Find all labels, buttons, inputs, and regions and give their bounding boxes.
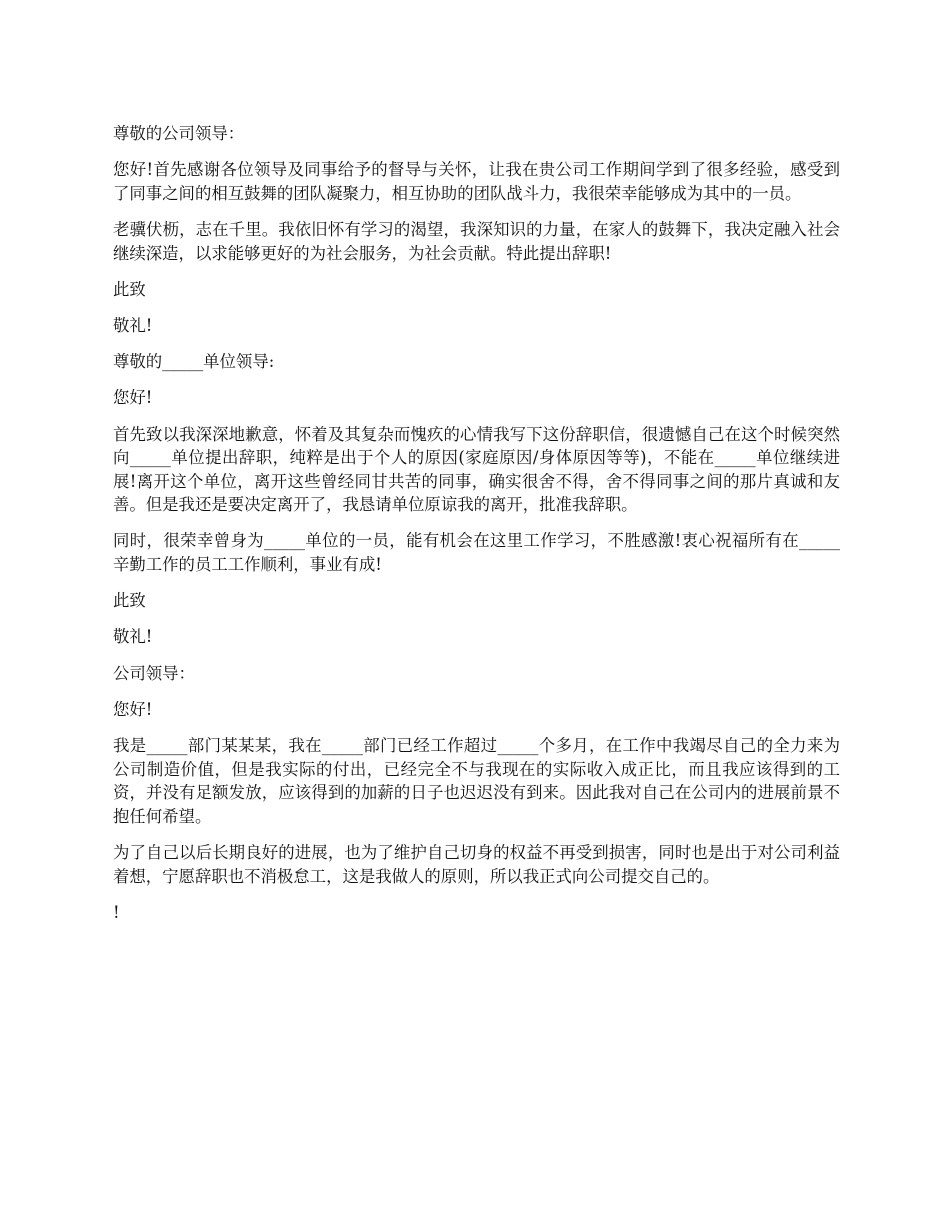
letter1-body-gratitude: 您好!首先感谢各位领导及同事给予的督导与关怀，让我在贵公司工作期间学到了很多经验，感受到了同事之间的相互鼓舞的团队凝聚力，相互协助的团队战斗力，我很荣幸能够成为其中的一员。: [113, 160, 840, 203]
letter2-body-thanks: 同时，很荣幸曾身为_____单位的一员，能有机会在这里工作学习，不胜感激!衷心祝福所有在_____辛勤工作的员工工作顺利，事业有成!: [113, 531, 840, 575]
letter3-body-decision: 为了自己以后长期良好的进展，也为了维护自己切身的权益不再受到损害，同时也是出于对公司利益着想，宁愿辞职也不消极怠工，这是我做人的原则，所以我正式向公司提交自己的。: [113, 842, 840, 886]
letter1-closing-jingli: 敬礼!: [113, 315, 153, 335]
letter2-body-apology: 首先致以我深深地歉意，怀着及其复杂而愧疚的心情我写下这份辞职信，很遗憾自己在这个时候突然向_____单位提出辞职，纯粹是出于个人的原因(家庭原因/身体原因等等)，不能在_____单位继续进展!离开这个单位，离开这些曾经同甘共苦的同事，确实很舍不得，舍不得同事之间的那片真诚和友善。但是我还是要决定离开了，我恳请单位原谅我的离开，批准我辞职。: [113, 424, 840, 515]
salutation-leader: 公司领导：: [113, 663, 195, 683]
letter3-greeting: 您好!: [113, 699, 153, 719]
letter2-closing-jingli: 敬礼!: [113, 627, 153, 647]
letter1-closing-cizhi: 此致: [113, 279, 146, 299]
letter2-greeting: 您好!: [113, 388, 153, 408]
salutation-unit-leader: 尊敬的_____单位领导:: [113, 352, 275, 372]
document-page: [113, 122, 840, 937]
letter3-body-situation: 我是_____部门某某某，我在_____部门已经工作超过_____个多月，在工作中我竭尽自己的全力来为公司制造价值，但是我实际的付出，已经完全不与我现在的实际收入成正比，而且我应该得到的工资，并没有足额发放，应该得到的加薪的日子也迟迟没有到来。因此我对自己在公司内的进展前景不抱任何希望。: [113, 736, 840, 826]
letter3-ending-mark: !: [113, 902, 120, 922]
letter1-body-resignation: 老骥伏枥，志在千里。我依旧怀有学习的渴望，我深知识的力量，在家人的鼓舞下，我决定融入社会继续深造，以求能够更好的为社会服务，为社会贡献。特此提出辞职!: [113, 219, 840, 263]
letter2-closing-cizhi: 此致: [113, 591, 146, 611]
salutation-company-leader: 尊敬的公司领导：: [113, 124, 245, 143]
